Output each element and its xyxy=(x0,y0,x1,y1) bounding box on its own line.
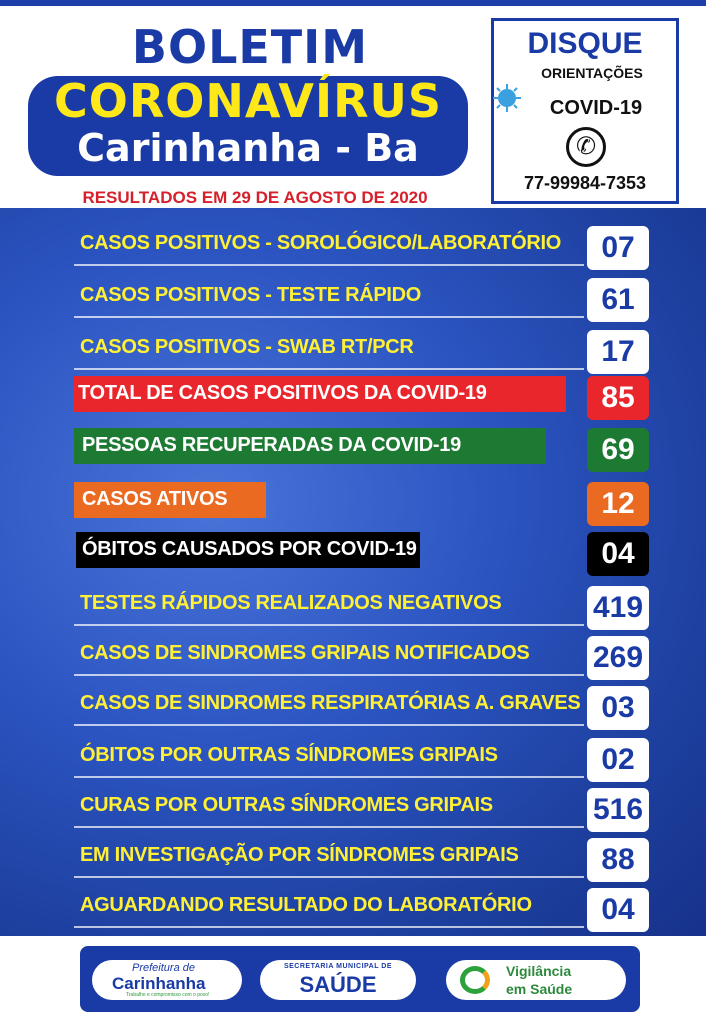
prefeitura-small: Prefeitura de xyxy=(132,962,195,974)
prefeitura-name: Carinhanha xyxy=(112,974,206,993)
stat-row xyxy=(0,330,706,376)
stat-value: 516 xyxy=(587,788,649,832)
secretaria-label: SECRETARIA MUNICIPAL DE xyxy=(283,963,393,970)
stat-value: 269 xyxy=(587,636,649,680)
stat-label: AGUARDANDO RESULTADO DO LABORATÓRIO xyxy=(80,894,532,916)
stat-row xyxy=(0,226,706,272)
stat-value: 88 xyxy=(587,838,649,882)
stat-label: CASOS DE SINDROMES GRIPAIS NOTIFICADOS xyxy=(80,642,530,664)
stat-row-deaths xyxy=(0,532,706,578)
stat-value: 17 xyxy=(587,330,649,374)
stat-row xyxy=(0,686,706,732)
vigilancia-line1: Vigilância xyxy=(506,963,572,979)
stat-label: CASOS POSITIVOS - SWAB RT/PCR xyxy=(80,336,414,358)
stat-row-active xyxy=(0,482,706,528)
vigilancia-line2: em Saúde xyxy=(506,981,573,997)
row-underline xyxy=(74,316,584,318)
row-underline xyxy=(74,264,584,266)
stat-value: 03 xyxy=(587,686,649,730)
stat-row xyxy=(0,888,706,934)
stat-value: 07 xyxy=(587,226,649,270)
stat-value: 12 xyxy=(587,482,649,526)
row-underline xyxy=(74,674,584,676)
highlight-bar xyxy=(74,376,566,412)
header xyxy=(0,0,706,210)
stats-panel xyxy=(0,208,706,936)
results-date: RESULTADOS EM 29 DE AGOSTO DE 2020 xyxy=(82,188,428,207)
stat-value: 04 xyxy=(587,532,649,576)
highlight-bar xyxy=(76,532,420,568)
stat-row-recovered xyxy=(0,428,706,474)
city-name: Carinhanha - Ba xyxy=(77,126,419,170)
footer xyxy=(0,936,706,1024)
disque-box xyxy=(491,18,679,204)
stat-label: CASOS POSITIVOS - SOROLÓGICO/LABORATÓRIO xyxy=(80,232,561,254)
stat-row xyxy=(0,586,706,632)
stat-row xyxy=(0,278,706,324)
secretaria-saude-logo xyxy=(260,960,416,1000)
stat-row xyxy=(0,788,706,834)
stat-value: 02 xyxy=(587,738,649,782)
prefeitura-logo xyxy=(92,960,242,1000)
stat-value: 419 xyxy=(587,586,649,630)
stat-row xyxy=(0,838,706,884)
stat-row xyxy=(0,636,706,682)
stat-label: TESTES RÁPIDOS REALIZADOS NEGATIVOS xyxy=(80,592,502,614)
stat-label: CASOS POSITIVOS - TESTE RÁPIDO xyxy=(80,284,422,306)
title-boletim: BOLETIM xyxy=(131,20,369,74)
stat-label: ÓBITOS POR OUTRAS SÍNDROMES GRIPAIS xyxy=(80,744,498,766)
stat-value: 69 xyxy=(587,428,649,472)
title-coronavirus: CORONAVÍRUS xyxy=(54,74,442,128)
disque-phone-number[interactable]: 77-99984-7353 xyxy=(523,173,647,193)
row-underline xyxy=(74,624,584,626)
highlight-bar xyxy=(74,428,546,464)
row-underline xyxy=(74,724,584,726)
row-underline xyxy=(74,368,584,370)
stat-label: EM INVESTIGAÇÃO POR SÍNDROMES GRIPAIS xyxy=(80,844,519,866)
stat-label: PESSOAS RECUPERADAS DA COVID-19 xyxy=(82,434,461,456)
vigilancia-icon xyxy=(460,966,490,994)
vigilancia-logo xyxy=(446,960,626,1000)
saude-label: SAÚDE xyxy=(299,972,377,997)
stat-row-total-cases xyxy=(0,376,706,422)
stat-value: 85 xyxy=(587,376,649,420)
stat-label: CURAS POR OUTRAS SÍNDROMES GRIPAIS xyxy=(80,794,493,816)
prefeitura-slogan: Trabalho e compromisso com o povo! xyxy=(126,992,210,998)
row-underline xyxy=(74,876,584,878)
stat-row xyxy=(0,738,706,784)
row-underline xyxy=(74,826,584,828)
footer-logo-bar xyxy=(80,946,640,1012)
disque-orientacoes: ORIENTAÇÕES xyxy=(541,65,643,81)
disque-title: DISQUE xyxy=(527,27,643,60)
disque-covid: COVID-19 xyxy=(549,97,643,119)
highlight-bar xyxy=(74,482,266,518)
stat-label: CASOS ATIVOS xyxy=(82,488,228,510)
stat-label: CASOS DE SINDROMES RESPIRATÓRIAS A. GRAVES xyxy=(80,692,581,714)
phone-icon: ✆ xyxy=(566,127,606,167)
stat-value: 61 xyxy=(587,278,649,322)
stat-label: TOTAL DE CASOS POSITIVOS DA COVID-19 xyxy=(78,382,487,404)
row-underline xyxy=(74,926,584,928)
stat-value: 04 xyxy=(587,888,649,932)
row-underline xyxy=(74,776,584,778)
stat-label: ÓBITOS CAUSADOS POR COVID-19 xyxy=(82,538,417,560)
